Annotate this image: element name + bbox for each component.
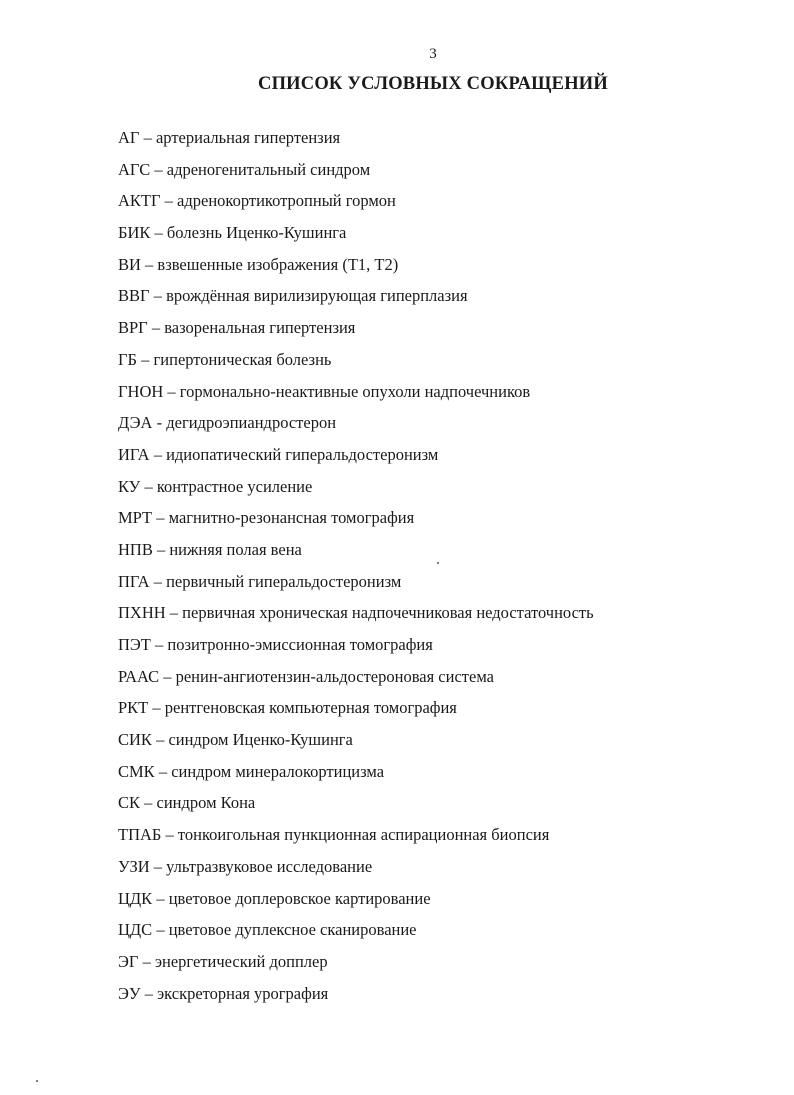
- abbreviation-separator: –: [163, 666, 172, 686]
- abbreviation-definition: экскреторная урография: [157, 983, 329, 1003]
- abbreviation-term: СИК: [118, 730, 152, 750]
- abbreviation-separator: –: [153, 286, 162, 306]
- abbreviation-entry: [118, 477, 738, 509]
- abbreviation-entry: [118, 318, 738, 350]
- abbreviation-term: ЭГ: [118, 951, 139, 971]
- abbreviation-term: ГБ: [118, 349, 138, 369]
- abbreviation-separator: –: [169, 603, 179, 623]
- abbreviation-definition: синдром Кона: [156, 793, 256, 813]
- abbreviation-term: ПЭТ: [118, 635, 151, 654]
- abbreviation-separator: –: [154, 159, 163, 179]
- abbreviation-entry: [118, 603, 738, 635]
- abbreviation-definition: болезнь Иценко-Кушинга: [166, 223, 347, 243]
- abbreviation-separator: –: [156, 539, 166, 559]
- abbreviation-separator: –: [153, 571, 162, 591]
- abbreviation-entry: [118, 286, 738, 318]
- abbreviation-entry: [118, 508, 738, 540]
- abbreviation-separator: –: [156, 508, 165, 528]
- abbreviation-definition: ультразвуковое исследование: [166, 856, 373, 876]
- abbreviation-entry: [118, 762, 738, 794]
- abbreviation-term: ЦДС: [118, 920, 153, 940]
- abbreviation-definition: позитронно-эмиссионная томография: [167, 635, 433, 654]
- abbreviation-entry: [118, 350, 738, 382]
- abbreviation-term: ИГА: [118, 444, 150, 464]
- abbreviation-separator: –: [167, 381, 176, 401]
- abbreviation-entry: [118, 160, 738, 192]
- abbreviation-entry: [118, 191, 738, 223]
- abbreviation-entry: [118, 223, 738, 255]
- abbreviation-definition: первичная хроническая надпочечниковая недостаточность: [182, 603, 594, 623]
- abbreviation-definition: адренокортикотропный гормон: [177, 191, 396, 211]
- abbreviation-separator: –: [144, 983, 153, 1003]
- abbreviation-definition: гипертоническая болезнь: [153, 349, 332, 369]
- abbreviation-definition: адреногенитальный синдром: [166, 159, 371, 179]
- abbreviation-definition: цветовое доплеровское картирование: [168, 888, 431, 908]
- abbreviation-definition: синдром Иценко-Кушинга: [168, 730, 353, 750]
- abbreviation-definition: дегидроэпиандростерон: [166, 413, 337, 433]
- abbreviation-separator: -: [156, 413, 163, 433]
- abbreviation-separator: –: [144, 793, 153, 813]
- abbreviation-term: АГС: [118, 159, 151, 179]
- abbreviation-entry: [118, 413, 738, 445]
- abbreviation-definition: энергетический допплер: [154, 951, 328, 971]
- abbreviation-term: КУ: [118, 476, 141, 496]
- abbreviation-separator: –: [152, 698, 161, 718]
- abbreviation-separator: –: [153, 856, 163, 876]
- abbreviation-separator: –: [143, 128, 152, 147]
- abbreviation-definition: артериальная гипертензия: [155, 128, 341, 147]
- abbreviation-definition: взвешенные изображения (Т1, Т2): [157, 254, 399, 274]
- abbreviation-separator: –: [156, 888, 165, 908]
- abbreviation-term: АКТГ: [118, 191, 161, 211]
- abbreviation-list: [118, 128, 738, 1015]
- abbreviation-term: СК: [118, 793, 141, 813]
- abbreviation-entry: [118, 635, 738, 667]
- abbreviation-term: МРТ: [118, 508, 153, 528]
- abbreviation-term: ВРГ: [118, 318, 148, 338]
- abbreviation-entry: [118, 920, 738, 952]
- abbreviation-definition: нижняя полая вена: [169, 539, 302, 559]
- abbreviation-term: РААС: [118, 666, 160, 686]
- abbreviation-term: НПВ: [118, 539, 153, 559]
- abbreviation-term: ВВГ: [118, 286, 150, 306]
- abbreviation-separator: –: [145, 254, 154, 274]
- abbreviation-entry: [118, 889, 738, 921]
- abbreviation-definition: тонкоигольная пункционная аспирационная биопсия: [177, 825, 550, 845]
- abbreviation-entry: [118, 445, 738, 477]
- abbreviation-definition: цветовое дуплексное сканирование: [168, 920, 417, 940]
- abbreviation-definition: врождённая вирилизирующая гиперплазия: [166, 286, 468, 306]
- abbreviation-term: ТПАБ: [118, 825, 162, 845]
- scan-speck: [36, 1080, 38, 1082]
- abbreviation-entry: [118, 730, 738, 762]
- abbreviation-term: ПХНН: [118, 603, 166, 623]
- abbreviation-term: БИК: [118, 223, 151, 243]
- abbreviation-term: ЭУ: [118, 983, 141, 1003]
- abbreviation-definition: магнитно-резонансная томография: [168, 508, 415, 528]
- abbreviation-entry: [118, 540, 738, 572]
- abbreviation-separator: –: [144, 476, 153, 496]
- abbreviation-separator: –: [165, 825, 174, 845]
- abbreviation-entry: [118, 255, 738, 287]
- abbreviation-separator: –: [153, 444, 162, 464]
- page-title: СПИСОК УСЛОВНЫХ СОКРАЩЕНИЙ: [258, 74, 608, 94]
- abbreviation-term: ВИ: [118, 254, 141, 274]
- abbreviation-entry: [118, 698, 738, 730]
- abbreviation-entry: [118, 572, 738, 604]
- abbreviation-entry: [118, 793, 738, 825]
- abbreviation-entry: [118, 382, 738, 414]
- abbreviation-separator: –: [164, 191, 173, 211]
- abbreviation-entry: [118, 128, 738, 160]
- abbreviation-separator: –: [158, 761, 168, 781]
- abbreviation-definition: первичный гиперальдостеронизм: [166, 571, 402, 591]
- abbreviation-term: РКТ: [118, 698, 149, 718]
- abbreviation-definition: контрастное усиление: [156, 476, 313, 496]
- abbreviation-separator: –: [141, 349, 150, 369]
- abbreviation-definition: синдром минералокортицизма: [171, 761, 385, 781]
- abbreviation-term: ЦДК: [118, 888, 153, 908]
- abbreviation-entry: [118, 825, 738, 857]
- abbreviation-separator: –: [151, 318, 161, 338]
- abbreviation-separator: –: [156, 730, 165, 750]
- abbreviation-definition: гормонально-неактивные опухоли надпочечников: [179, 381, 531, 401]
- abbreviation-term: ГНОН: [118, 381, 164, 401]
- abbreviation-definition: вазоренальная гипертензия: [164, 318, 356, 338]
- abbreviation-definition: рентгеновская компьютерная томография: [164, 698, 457, 718]
- abbreviation-term: АГ: [118, 128, 140, 147]
- abbreviation-separator: –: [142, 951, 151, 971]
- abbreviation-separator: –: [156, 920, 165, 940]
- page-number: 3: [429, 46, 437, 62]
- abbreviation-entry: [118, 984, 738, 1016]
- abbreviation-separator: –: [154, 223, 163, 243]
- abbreviation-definition: ренин-ангиотензин-альдостероновая система: [175, 666, 494, 686]
- abbreviation-term: СМК: [118, 761, 155, 781]
- abbreviation-entry: [118, 857, 738, 889]
- abbreviation-term: ДЭА: [118, 413, 153, 433]
- abbreviation-entry: [118, 667, 738, 699]
- scan-speck: [437, 562, 439, 564]
- abbreviation-term: ПГА: [118, 571, 150, 591]
- abbreviation-entry: [118, 952, 738, 984]
- abbreviation-term: УЗИ: [118, 856, 150, 876]
- abbreviation-definition: идиопатический гиперальдостеронизм: [166, 444, 439, 464]
- abbreviation-separator: –: [155, 635, 164, 654]
